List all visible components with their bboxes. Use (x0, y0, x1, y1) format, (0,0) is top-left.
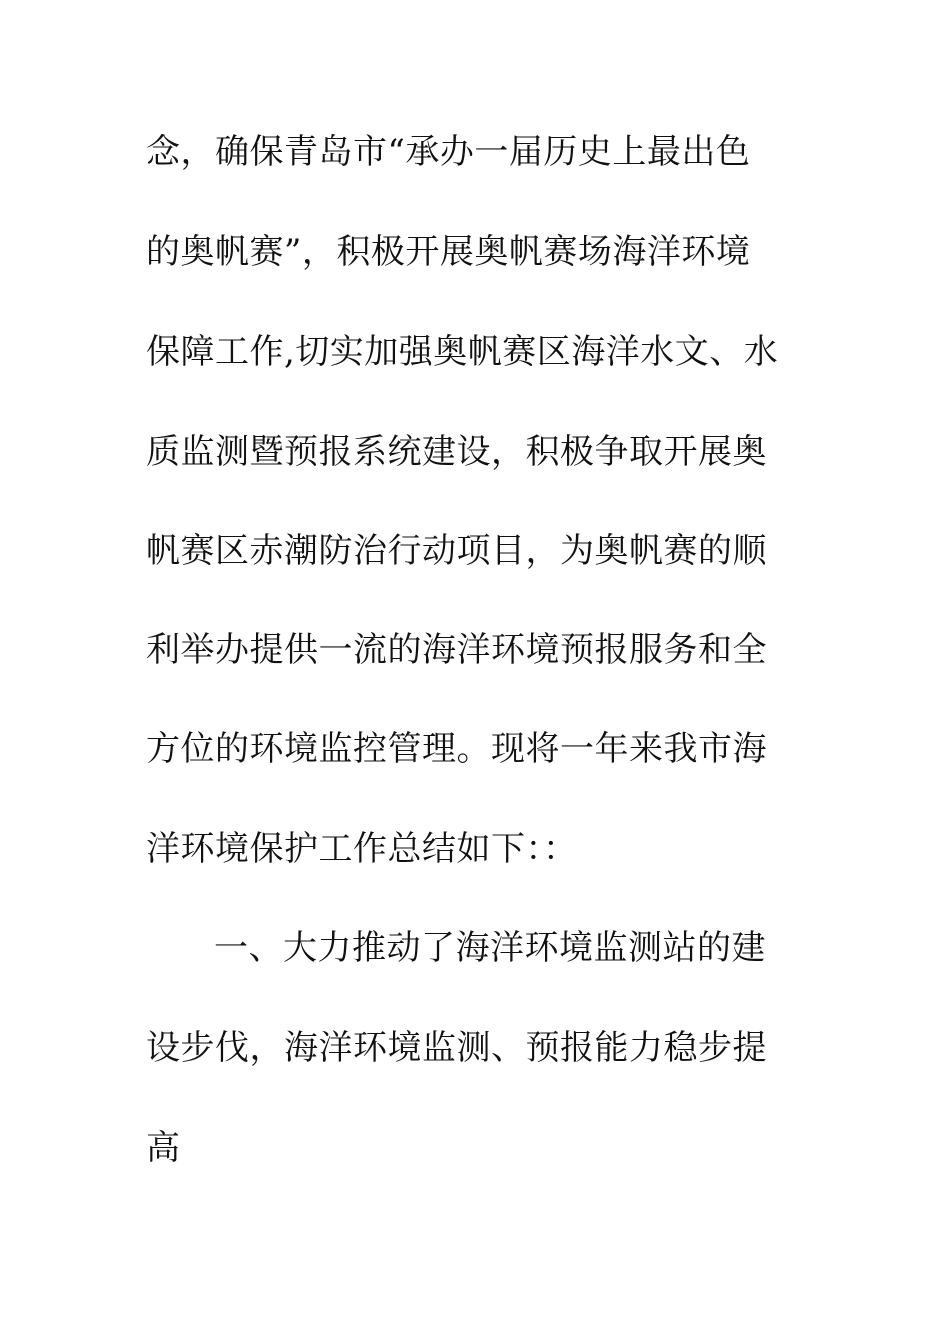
paragraph-line: 方位的环境监控管理。现将一年来我市海 (146, 729, 767, 769)
paragraph-line: 的奥帆赛”，积极开展奥帆赛场海洋环境 (146, 232, 751, 272)
paragraph-line: 洋环境保护工作总结如下：： (146, 829, 578, 869)
section-heading-line: 高 (146, 1128, 181, 1168)
section-heading-line: 设步伐，海洋环境监测、预报能力稳步提 (146, 1028, 767, 1068)
paragraph-line: 帆赛区赤潮防治行动项目，为奥帆赛的顺 (146, 531, 767, 571)
paragraph-line: 念，确保青岛市“承办一届历史上最出色 (146, 132, 751, 172)
paragraph-line: 质监测暨预报系统建设，积极争取开展奥 (146, 432, 767, 472)
section-heading-line: 一、大力推动了海洋环境监测站的建 (214, 928, 766, 968)
paragraph-line: 保障工作,切实加强奥帆赛区海洋水文、水 (146, 332, 779, 372)
paragraph-line: 利举办提供一流的海洋环境预报服务和全 (146, 630, 767, 670)
